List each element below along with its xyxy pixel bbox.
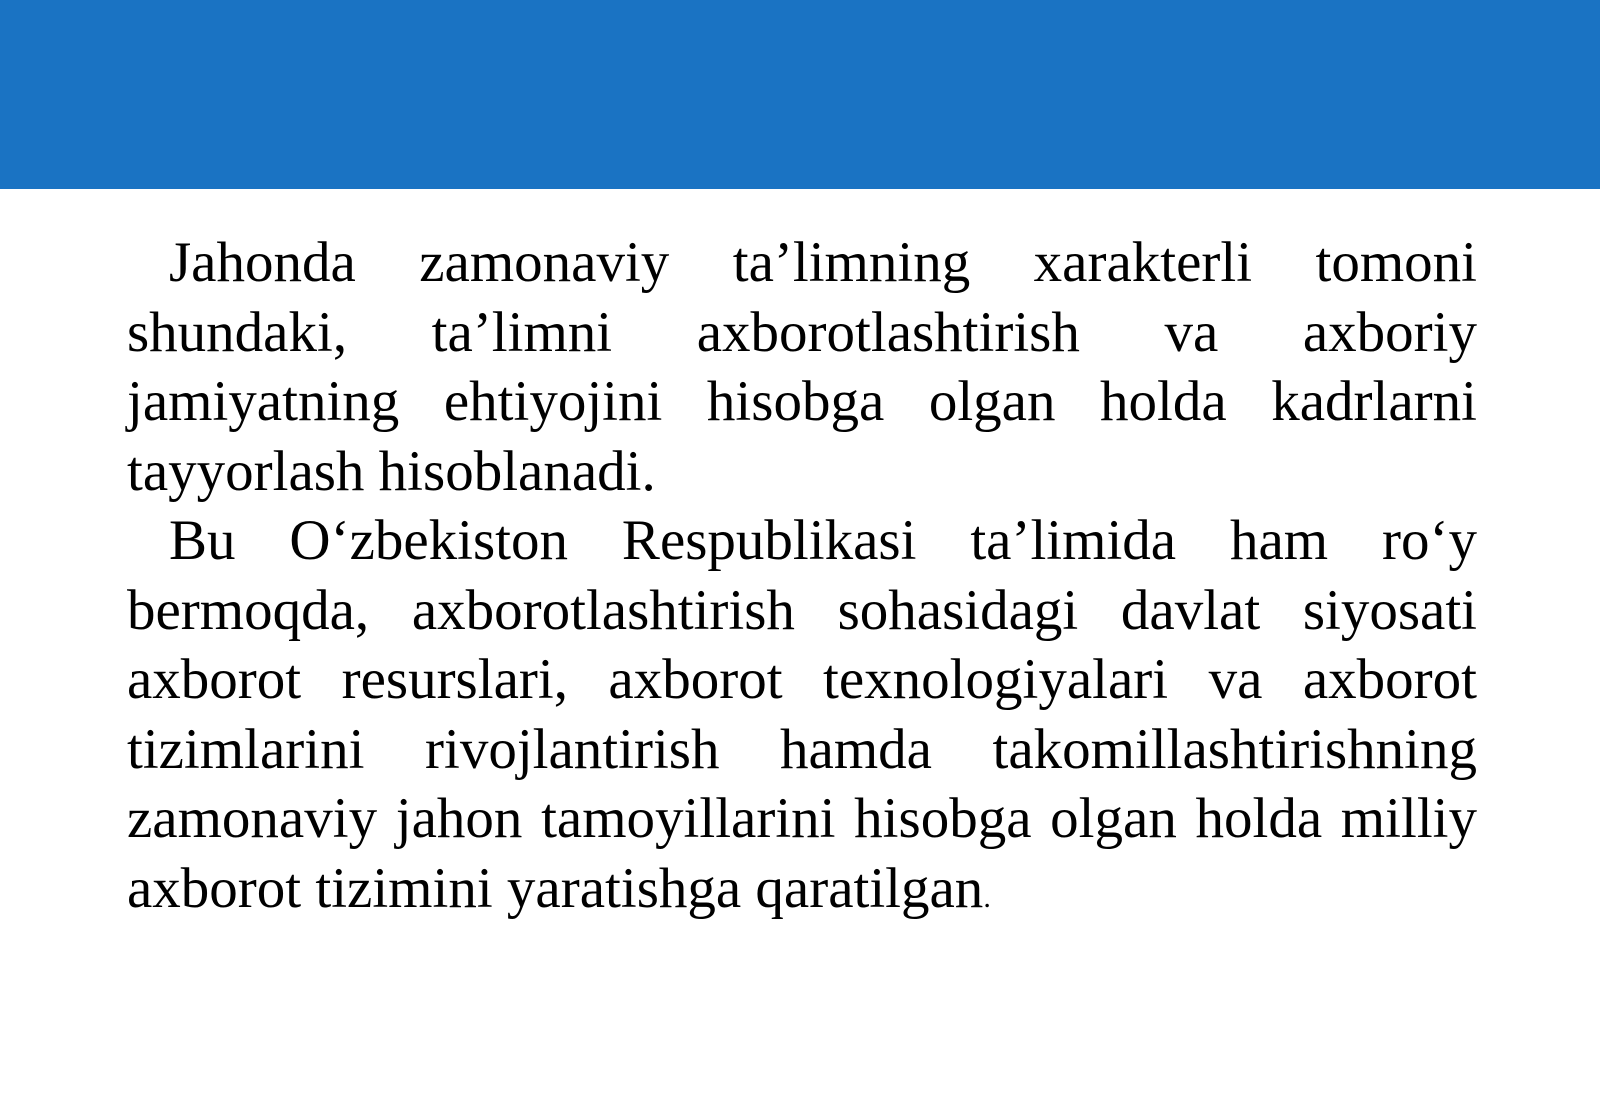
slide-body [127,228,1477,932]
paragraph-1 [127,228,1477,506]
paragraph-2-text: Bu O‘zbekiston Respublikasi ta’limida ham ro‘y bermoqda, axborotlashtirish sohasidagi davlat siyosati axborot resurslari, axborot texnologiyalari va axborot tizimlarini rivojlantirish hamda takomillashtirishning zamonaviy jahon tamoyillarini hisobga olgan holda milliy axborot tizimini yaratishga qaratilgan [127,509,1477,920]
paragraph-2 [127,506,1477,932]
paragraph-2-period: . [983,880,991,914]
header-band [0,0,1600,189]
paragraph-1-text: Jahonda zamonaviy ta’limning xarakterli tomoni shundaki, ta’limni axborotlashtirish va axboriy jamiyatning ehtiyojini hisobga olgan holda kadrlarni tayyorlash hisoblanadi. [127,231,1477,503]
